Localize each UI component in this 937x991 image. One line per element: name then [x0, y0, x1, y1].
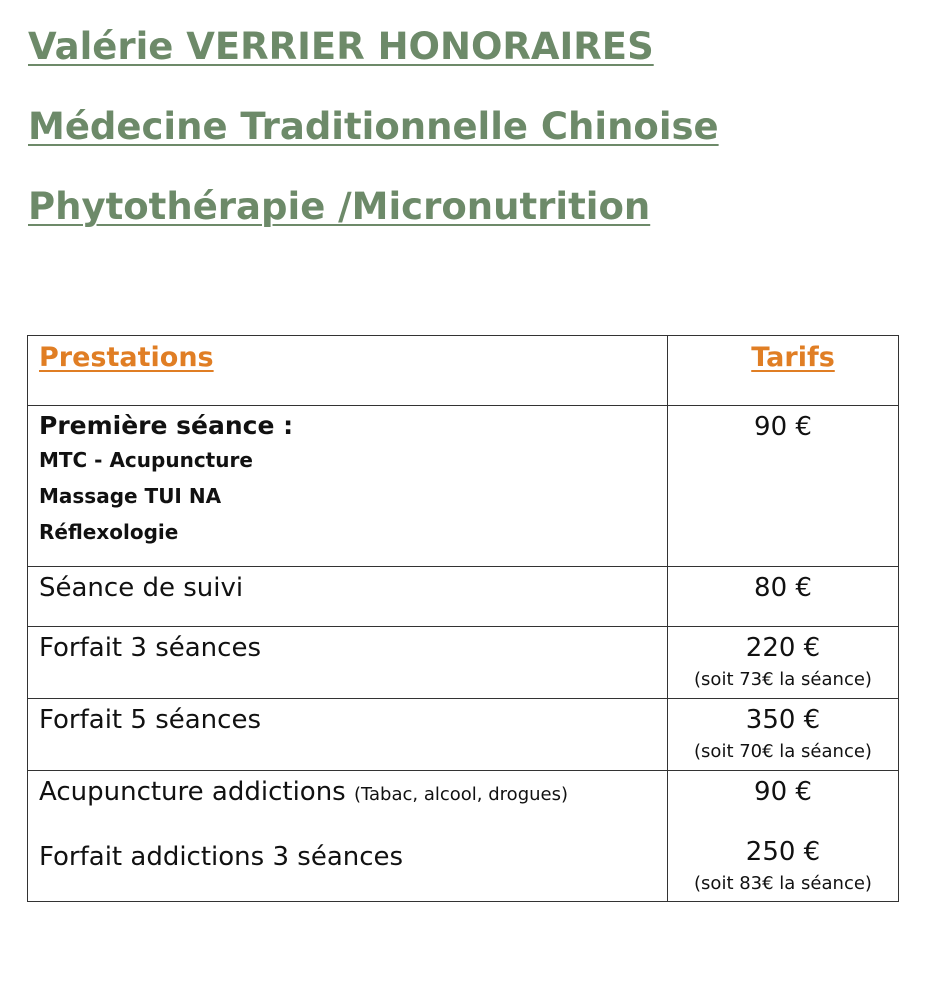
follow-up-label: Séance de suivi	[39, 573, 244, 603]
pack-5-per-session: (soit 70€ la séance)	[694, 741, 872, 762]
service-cell	[28, 406, 668, 567]
price-cell	[668, 406, 899, 567]
specialty-phyto: Phytothérapie /Micronutrition	[28, 185, 651, 228]
first-session-item: MTC - Acupuncture	[39, 448, 253, 472]
price-cell	[668, 567, 899, 627]
header-cell-prices	[668, 336, 899, 406]
header-services: Prestations	[39, 342, 214, 373]
table-row	[28, 627, 899, 699]
table-row	[28, 699, 899, 771]
addictions-pack-label: Forfait addictions 3 séances	[39, 842, 404, 872]
first-session-item: Réflexologie	[39, 520, 179, 544]
addictions-detail: (Tabac, alcool, drogues)	[353, 784, 568, 805]
price-table	[27, 335, 899, 902]
table-row	[28, 567, 899, 627]
header-prices: Tarifs	[751, 342, 835, 373]
pack-5-label: Forfait 5 séances	[39, 705, 261, 735]
pack-3-price: 220 €	[745, 633, 821, 663]
service-cell	[28, 771, 668, 902]
table-header-row	[28, 336, 899, 406]
follow-up-price: 80 €	[754, 573, 812, 603]
price-cell	[668, 771, 899, 902]
addictions-pack-price: 250 €	[745, 837, 821, 867]
pack-3-label: Forfait 3 séances	[39, 633, 261, 663]
practitioner-title: Valérie VERRIER HONORAIRES	[28, 25, 654, 68]
header	[28, 24, 719, 264]
service-cell	[28, 627, 668, 699]
first-session-item: Massage TUI NA	[39, 484, 222, 508]
header-cell-services	[28, 336, 668, 406]
addictions-pack-per-session: (soit 83€ la séance)	[694, 873, 872, 894]
service-cell	[28, 699, 668, 771]
specialty-mtc: Médecine Traditionnelle Chinoise	[28, 105, 719, 148]
pack-3-per-session: (soit 73€ la séance)	[694, 669, 872, 690]
addictions-line	[39, 777, 657, 810]
price-cell	[668, 627, 899, 699]
addictions-price: 90 €	[754, 777, 812, 807]
price-cell	[668, 699, 899, 771]
table-row	[28, 406, 899, 567]
addictions-label: Acupuncture addictions	[39, 777, 346, 807]
table-row	[28, 771, 899, 902]
first-session-title: Première séance :	[39, 411, 294, 440]
first-session-price: 90 €	[754, 412, 812, 442]
service-cell	[28, 567, 668, 627]
pack-5-price: 350 €	[745, 705, 821, 735]
